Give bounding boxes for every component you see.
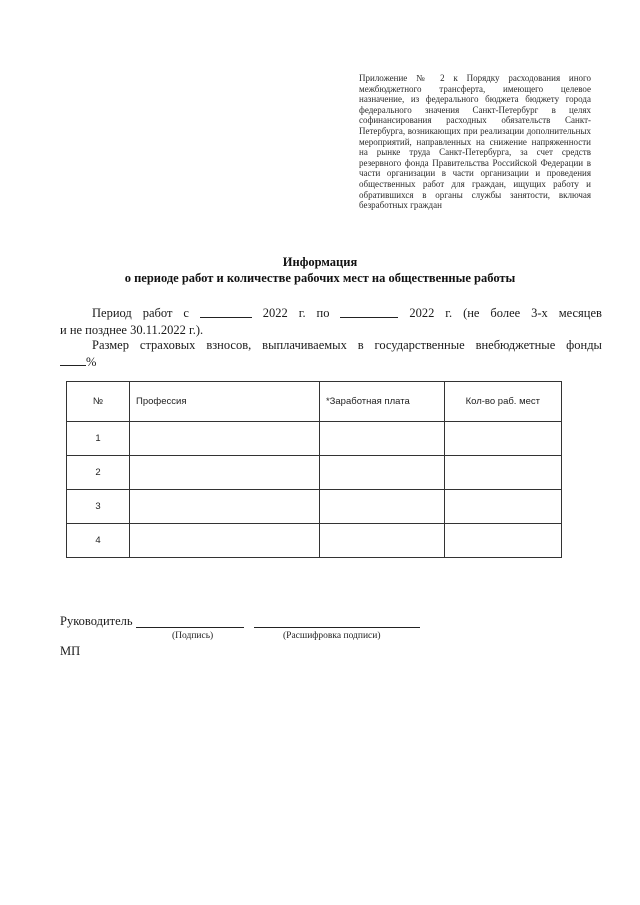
table-row xyxy=(67,422,562,456)
header-number: № xyxy=(67,382,130,422)
jobs-table xyxy=(66,381,562,558)
period-word: (не xyxy=(463,306,480,320)
salary-cell[interactable] xyxy=(319,490,444,524)
table-row xyxy=(67,456,562,490)
signature-caption: (Подпись) xyxy=(172,631,214,641)
head-label: Руководитель xyxy=(60,614,133,628)
period-word: по xyxy=(316,306,330,320)
row-number: 4 xyxy=(67,524,130,558)
profession-cell[interactable] xyxy=(130,422,320,456)
period-word: г. xyxy=(298,306,306,320)
profession-cell[interactable] xyxy=(130,524,320,558)
job-count-cell[interactable] xyxy=(444,524,561,558)
table-row xyxy=(67,490,562,524)
insurance-word: государственные xyxy=(374,338,465,352)
table-header-row xyxy=(67,382,562,422)
salary-cell[interactable] xyxy=(319,422,444,456)
period-start-blank[interactable] xyxy=(200,306,252,318)
insurance-percent-blank[interactable] xyxy=(60,354,86,366)
period-word: 3-х xyxy=(531,306,548,320)
job-count-cell[interactable] xyxy=(444,490,561,524)
signature-line[interactable] xyxy=(136,627,244,628)
job-count-cell[interactable] xyxy=(444,422,561,456)
appendix-note: Приложение № 2 к Порядку расходования иного межбюджетного трансферта, имеющего целевое назначение, из федерального бюджета бюджету города федерального значения Санкт-Петербург в целях софинансирования расходных обязательств Санкт-Петербурга, возникающих при реализации дополнительных мероприятий, направленных на снижение напряженности на рынке труда Санкт-Петербурга, за счет средств резервного фонда Правительства Российской Федерации в части организации в части организации и проведения общественных работ для граждан, ищущих работу и обратившихся в органы службы занятости, включая безработных граждан xyxy=(359,73,591,211)
profession-cell[interactable] xyxy=(130,490,320,524)
period-line xyxy=(92,306,602,321)
salary-cell[interactable] xyxy=(319,524,444,558)
insurance-word: внебюджетные xyxy=(475,338,556,352)
period-continuation: и не позднее 30.11.2022 г.). xyxy=(60,323,204,337)
period-word: 2022 xyxy=(409,306,435,320)
signature-decode-caption: (Расшифровка подписи) xyxy=(283,631,381,641)
insurance-word: страховых xyxy=(139,338,196,352)
job-count-cell[interactable] xyxy=(444,456,561,490)
period-word: месяцев xyxy=(558,306,602,320)
period-end-blank[interactable] xyxy=(340,306,398,318)
document-title: Информация xyxy=(282,255,358,269)
percent-sign: % xyxy=(86,355,97,369)
insurance-word: в xyxy=(357,338,364,352)
header-profession: Профессия xyxy=(130,382,320,422)
period-word: г. xyxy=(445,306,453,320)
period-word: 2022 xyxy=(262,306,288,320)
header-salary: *Заработная плата xyxy=(319,382,444,422)
period-word: с xyxy=(183,306,189,320)
document-subtitle: о периоде работ и количестве рабочих мест на общественные работы xyxy=(124,271,516,285)
row-number: 2 xyxy=(67,456,130,490)
insurance-line xyxy=(92,338,602,353)
signature-decode-line[interactable] xyxy=(254,627,420,628)
insurance-percent-line xyxy=(60,354,96,370)
insurance-word: взносов, xyxy=(206,338,252,352)
header-job-count: Кол-во раб. мест xyxy=(444,382,561,422)
stamp-place: МП xyxy=(60,644,81,658)
period-word: работ xyxy=(142,306,173,320)
profession-cell[interactable] xyxy=(130,456,320,490)
row-number: 3 xyxy=(67,490,130,524)
row-number: 1 xyxy=(67,422,130,456)
insurance-word: фонды xyxy=(566,338,602,352)
insurance-word: выплачиваемых xyxy=(262,338,347,352)
salary-cell[interactable] xyxy=(319,456,444,490)
period-word: более xyxy=(490,306,521,320)
table-row xyxy=(67,524,562,558)
insurance-word: Размер xyxy=(92,338,129,352)
period-word: Период xyxy=(92,306,132,320)
